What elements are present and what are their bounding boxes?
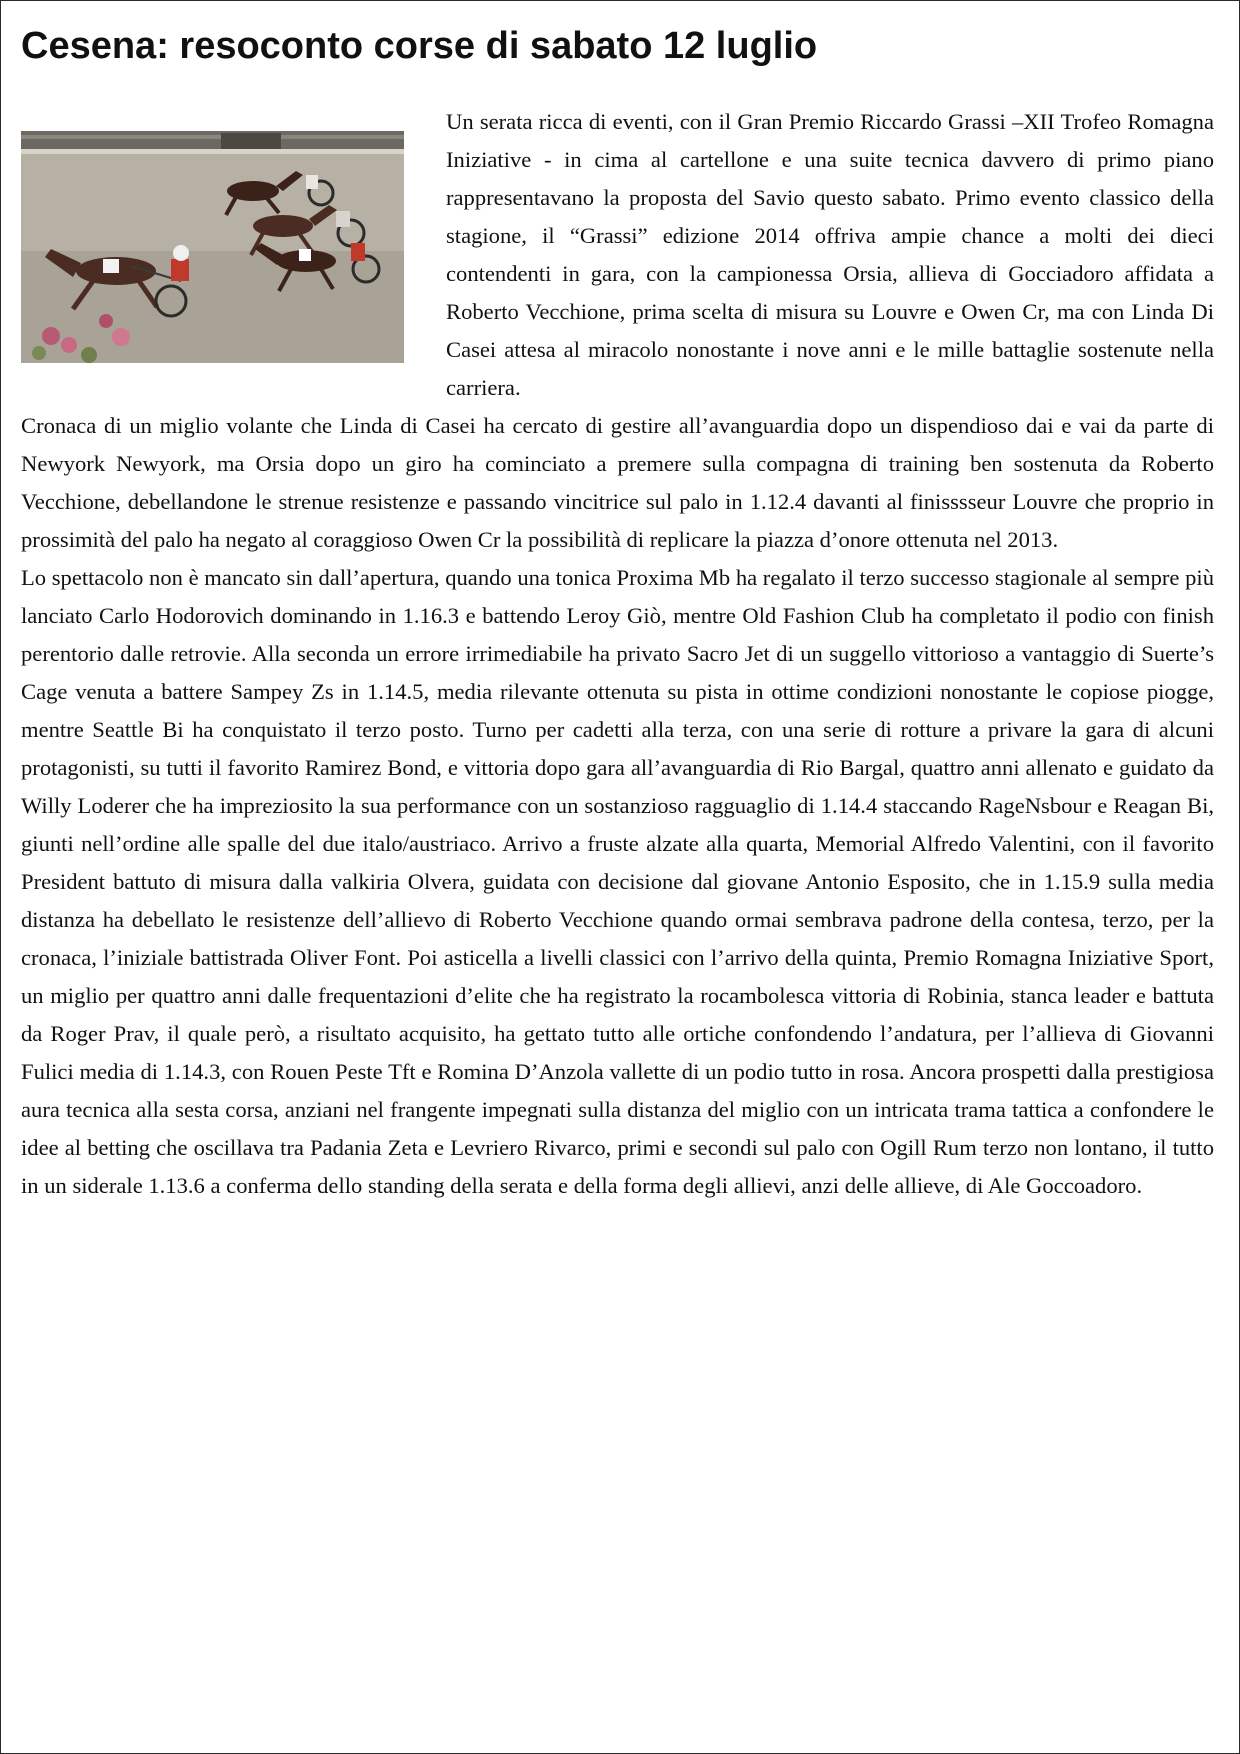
harness-racing-photo-icon: [21, 131, 404, 363]
article-title: Cesena: resoconto corse di sabato 12 luglio: [21, 25, 818, 67]
article-paragraph-1: Un serata ricca di eventi, con il Gran Premio Riccardo Grassi –XII Trofeo Romagna Iniziative - in cima al cartellone e una suite tecnica davvero di primo piano rappresentavano la proposta del Savio questo sabato. Primo evento classico della stagione, il “Grassi” edizione 2014 offriva ampie chance a molti dei dieci contendenti in gara, con la campionessa Orsia, allieva di Gocciadoro affidata a Roberto Vecchione, prima scelta di misura su Louvre e Owen Cr, ma con Linda Di Casei attesa al miracolo nonostante i nove anni e le mille battaglie sostenute nella carriera.: [446, 109, 1214, 400]
article-body: [21, 103, 1214, 1205]
article-paragraph-3: Lo spettacolo non è mancato sin dall’apertura, quando una tonica Proxima Mb ha regalato il terzo successo stagionale al sempre più lanciato Carlo Hodorovich dominando in 1.16.3 e battendo Leroy Giò, mentre Old Fashion Club ha completato il podio con finish perentorio dalle retrovie. Alla seconda un errore irrimediabile ha privato Sacro Jet di un suggello vittorioso a vantaggio di Suerte’s Cage venuta a battere Sampey Zs in 1.14.5, media rilevante ottenuta su pista in ottime condizioni nonostante le copiose piogge, mentre Seattle Bi ha conquistato il terzo posto. Turno per cadetti alla terza, con una serie di rotture a privare la gara di alcuni protagonisti, su tutti il favorito Ramirez Bond, e vittoria dopo gara all’avanguardia di Rio Bargal, quattro anni allenato e guidato da Willy Loderer che ha impreziosito la sua performance con un sostanzioso ragguaglio di 1.14.4 staccando RageNsbour e Reagan Bi, giunti nell’ordine alle spalle del due italo/austriaco. Arrivo a fruste alzate alla quarta, Memorial Alfredo Valentini, con il favorito President battuto di misura dalla valkiria Olvera, guidata con decisione dal giovane Antonio Esposito, che in 1.15.9 sulla media distanza ha debellato le resistenze dell’allievo di Roberto Vecchione quando ormai sembrava padrone della contesa, terzo, per la cronaca, l’iniziale battistrada Oliver Font. Poi asticella a livelli classici con l’arrivo della quinta, Premio Romagna Iniziative Sport, un miglio per quattro anni dalle frequentazioni d’elite che ha registrato la rocambolesca vittoria di Robinia, stanca leader e battuta da Roger Prav, il quale però, a risultato acquisito, ha gettato tutto alle ortiche confondendo l’andatura, per l’allieva di Giovanni Fulici media di 1.14.3, con Rouen Peste Tft e Romina D’Anzola vallette di un podio tutto in rosa. Ancora prospetti dalla prestigiosa aura tecnica alla sesta corsa, anziani nel frangente impegnati sulla distanza del miglio con un intricata trama tattica a confondere le idee al betting che oscillava tra Padania Zeta e Levriero Rivarco, primi e secondi sul palo con Ogill Rum terzo non lontano, il tutto in un siderale 1.13.6 a conferma dello standing della serata e della forma degli allievi, anzi delle allieve, di Ale Goccoadoro.: [21, 565, 1214, 1198]
article-paragraph-2: Cronaca di un miglio volante che Linda di Casei ha cercato di gestire all’avanguardia dopo un dispendioso dai e vai da parte di Newyork Newyork, ma Orsia dopo un giro ha cominciato a premere sulla compagna di training ben sostenuta da Roberto Vecchione, debellandone le strenue resistenze e passando vincitrice sul palo in 1.12.4 davanti al finisssseur Louvre che proprio in prossimità del palo ha negato al coraggioso Owen Cr la possibilità di replicare la piazza d’onore ottenuta nel 2013.: [21, 413, 1214, 552]
